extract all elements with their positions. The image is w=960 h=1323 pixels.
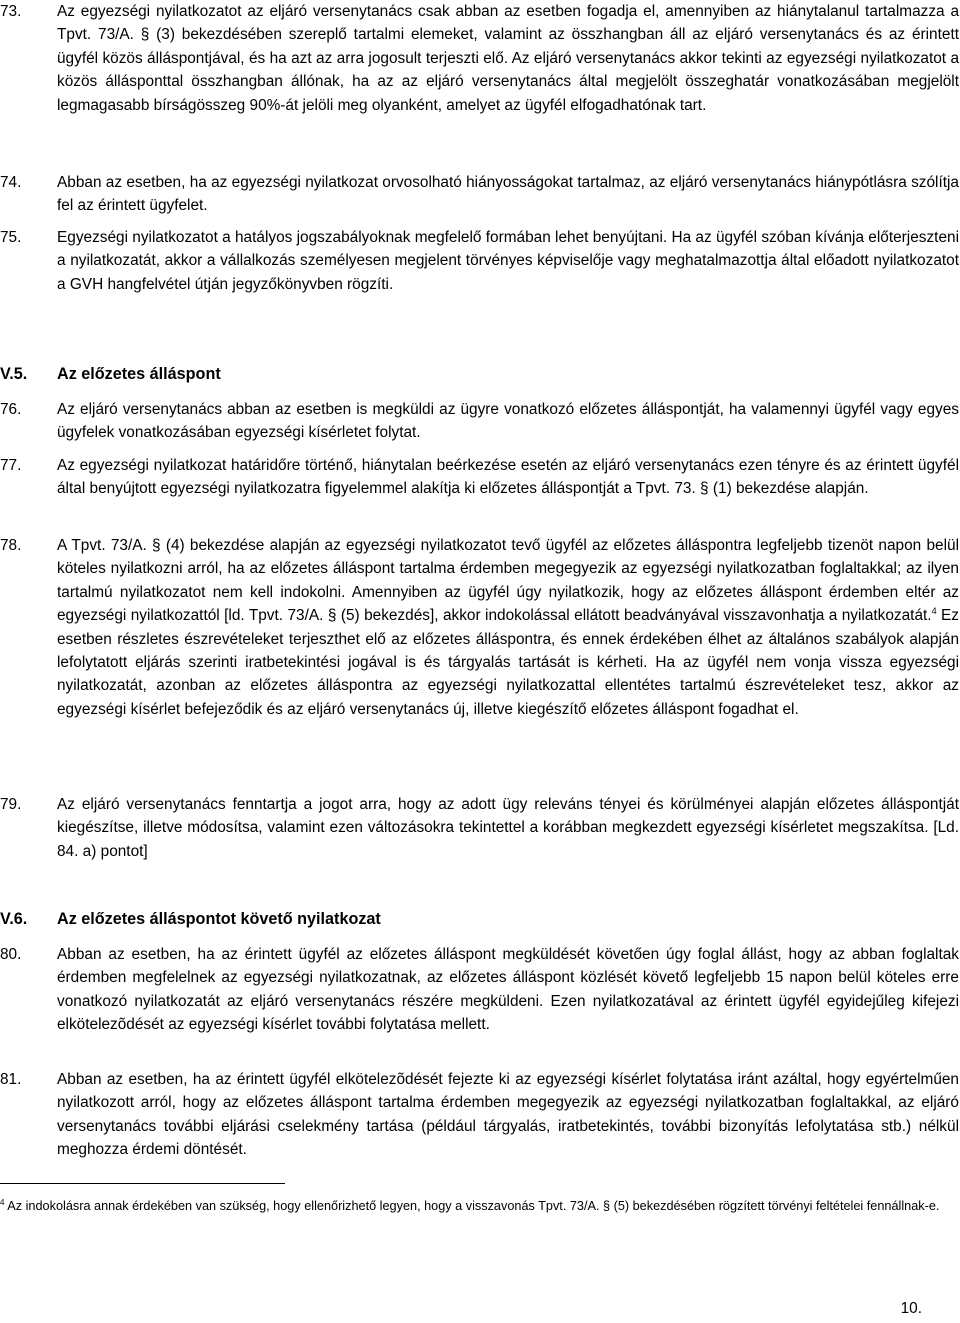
paragraph-number: 78. [0,537,22,554]
paragraph-text: Az eljáró versenytanács fenntartja a jogot arra, hogy az adott ügy releváns tényei és körülményei alapján előzetes álláspontját kiegészítse, illetve módosítsa, valamint ezen változásokra tekintettel a korábban megkezdett egyezségi kísérletet megszakítsa. [Ld. 84. a) pontot] [57,796,959,860]
section-title: Az előzetes álláspont [57,365,221,383]
paragraph-text [57,534,959,721]
paragraph-number: 76. [0,401,22,418]
paragraph-number: 80. [0,946,22,963]
footnote-reference[interactable]: 4 [931,606,937,617]
paragraph-number: 77. [0,457,22,474]
paragraph-number: 74. [0,174,22,191]
section-number: V.6. [0,910,28,928]
footnote-number: 4 [0,1197,5,1207]
section-number: V.5. [0,365,28,383]
paragraph-number: 81. [0,1071,22,1088]
paragraph-text: Az eljáró versenytanács abban az esetben is megküldi az ügyre vonatkozó előzetes álláspontját, ha valamennyi ügyfél vagy egyes ügyfelek vonatkozásában egyezségi kísérletet folytat. [57,401,959,442]
paragraph-text: Abban az esetben, ha az érintett ügyfél elkötelezõdését fejezte ki az egyezségi kísérlet folytatása iránt azáltal, hogy egyértelműen nyilatkozott arról, hogy az előzetes álláspont tartalma érdemben megegyezik az egyezségi nyilatkozatban foglaltakkal, az eljáró versenytanács további eljárási cselekmény tartása (például tárgyalás, iratbetekintés, további bizonyítás lefolytatása stb.) nélkül meghozza érdemi döntését. [57,1071,959,1159]
page-number: 10. [900,1300,922,1317]
paragraph-text: Egyezségi nyilatkozatot a hatályos jogszabályoknak megfelelő formában lehet benyújtani. Ha az ügyfél szóban kívánja előterjeszteni a nyilatkozatát, akkor a vállalkozás személyesen megjelent törvényes képviselője vagy meghatalmazottja által előadott nyilatkozatot a GVH hangfelvétel útján jegyzőkönyvben rögzíti. [57,229,959,293]
paragraph-number: 75. [0,229,22,246]
paragraph-text: Az egyezségi nyilatkozatot az eljáró versenytanács csak abban az esetben fogadja el, amennyiben az hiánytalanul tartalmazza a Tpvt. 73/A. § (3) bekezdésében szereplő tartalmi elemeket, valamint az összhangban áll az eljáró versenytanács és az érintett ügyfél közös álláspontjával, és ha azt az arra jogosult terjeszti elő. Az eljáró versenytanács akkor tekinti az egyezségi nyilatkozatot a közös állásponttal összhangban állónak, ha az az eljáró versenytanács által megjelölt összeghatár vonatkozásában megjelölt legmagasabb bírságösszeg 90%-át jelöli meg olyanként, amelyet az ügyfél elfogadhatónak tart. [57,3,959,114]
paragraph-number: 79. [0,796,22,813]
section-title: Az előzetes álláspontot követő nyilatkozat [57,910,381,928]
footnote-text: Az indokolásra annak érdekében van szükség, hogy ellenőrizhető legyen, hogy a visszavonás Tpvt. 73/A. § (5) bekezdésében rögzített törvényi feltételei fennállnak-e. [4,1199,940,1213]
paragraph-text-part-b: Ez esetben részletes észrevételeket terjeszthet elő az előzetes álláspontra, és ennek érdekében élhet az általános szabályok alapján lefolytatott eljárás szerinti iratbetekintési jogával is és tárgyalás tartását is kérheti. Ha az ügyfél nem vonja vissza egyezségi nyilatkozatát, azonban az előzetes álláspontra az egyezségi nyilatkozattal ellentétes tartalmú észrevételeket tesz, akkor az egyezségi kísérlet befejeződik és az eljáró versenytanács új, illetve kiegészítő előzetes álláspont fogadhat el. [57,607,959,718]
paragraph-text: Abban az esetben, ha az egyezségi nyilatkozat orvosolható hiányosságokat tartalmaz, az eljáró versenytanács hiánypótlásra szólítja fel az érintett ügyfelet. [57,174,959,215]
paragraph-number: 73. [0,3,22,20]
paragraph-text: Az egyezségi nyilatkozat határidőre történő, hiánytalan beérkezése esetén az eljáró versenytanács ezen tényre és az érintett ügyfél által benyújtott egyezségi nyilatkozatra figyelemmel alakítja ki előzetes álláspontját a Tpvt. 73. § (1) bekezdése alapján. [57,457,959,498]
footnote-separator [0,1183,285,1184]
paragraph-text: Abban az esetben, ha az érintett ügyfél az előzetes álláspont megküldését követően úgy foglal állást, hogy az abban foglaltak érdemben megfelelnek az egyezségi nyilatkozatnak, az előzetes álláspont közlését követő legfeljebb 15 napon belül köteles erre vonatkozó nyilatkozatát az eljáró versenytanács részére megküldeni. Ezen nyilatkozatával az érintett ügyfél egyidejűleg kifejezi elkötelezõdését az egyezségi kísérlet további folytatása mellett. [57,946,959,1034]
paragraph-text-part-a: A Tpvt. 73/A. § (4) bekezdése alapján az egyezségi nyilatkozatot tevő ügyfél az előzetes álláspontra legfeljebb tizenöt napon belül köteles nyilatkozni arról, ha az előzetes álláspont tartalma érdemben megegyezik az egyezségi nyilatkozatban foglaltakkal; az ilyen tartalmú nyilatkozatot nem kell indokolni. Amennyiben az ügyfél úgy nyilatkozik, hogy az előzetes álláspont érdemben eltér az egyezségi nyilatkozattól [ld. Tpvt. 73/A. § (5) bekezdés], akkor indokolással ellátott beadványával visszavonhatja a nyilatkozatát. [57,537,959,625]
footnote [0,1197,960,1216]
